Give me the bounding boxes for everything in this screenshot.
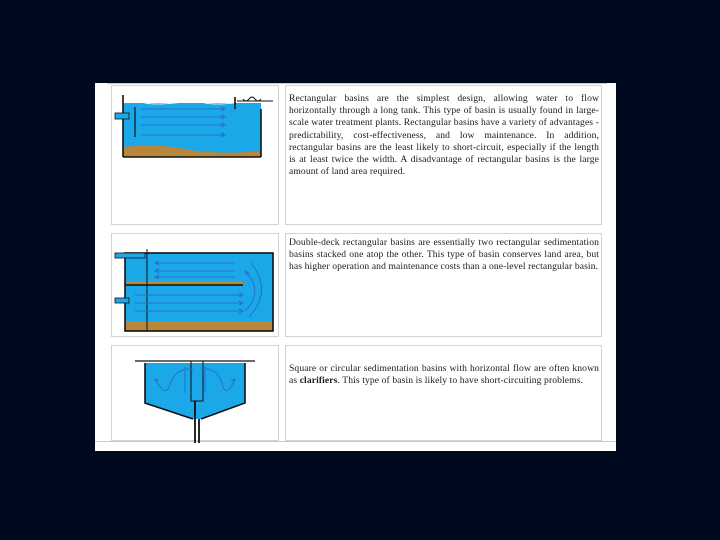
- clarifier-term: clarifiers: [299, 375, 338, 387]
- outlet-weir: [237, 97, 273, 101]
- row3-text-cell: [285, 345, 602, 441]
- clarifier-text-after: . This type of basin is likely to have short-circuiting problems.: [337, 375, 584, 387]
- double-deck-basin-description: Double-deck rectangular basins are essentially two rectangular sedimentation basins stacked one atop the other. This type of basin conserves land area, but has higher operation and maintenance costs than a one-level rectangular basin.: [289, 237, 599, 273]
- clarifier-description: [289, 363, 599, 387]
- double-deck-basin-diagram: [115, 243, 275, 335]
- slide: [95, 83, 616, 451]
- table-top-rule: [107, 83, 607, 84]
- rectangular-basin-diagram: [115, 91, 275, 163]
- rectangular-basin-description: Rectangular basins are the simplest design, allowing water to flow horizontally through a long tank. This type of basin is usually found in large-scale water treatment plants. Rectangular basins have a variety of advantages - predictability, cost-effectiveness, and low maintenance. In addition, rectangular basins are the least likely to short-circuit, especially if the length is at least twice the width. A disadvantage of rectangular basins is the large amount of land area required.: [289, 93, 599, 178]
- inlet-pipe: [115, 298, 129, 303]
- clarifier-text-before: Square or circular sedimentation basins with horizontal flow are often known as: [289, 363, 599, 387]
- top-outlet: [115, 253, 145, 258]
- inlet-pipe: [115, 113, 129, 119]
- clarifier-diagram: [135, 357, 255, 447]
